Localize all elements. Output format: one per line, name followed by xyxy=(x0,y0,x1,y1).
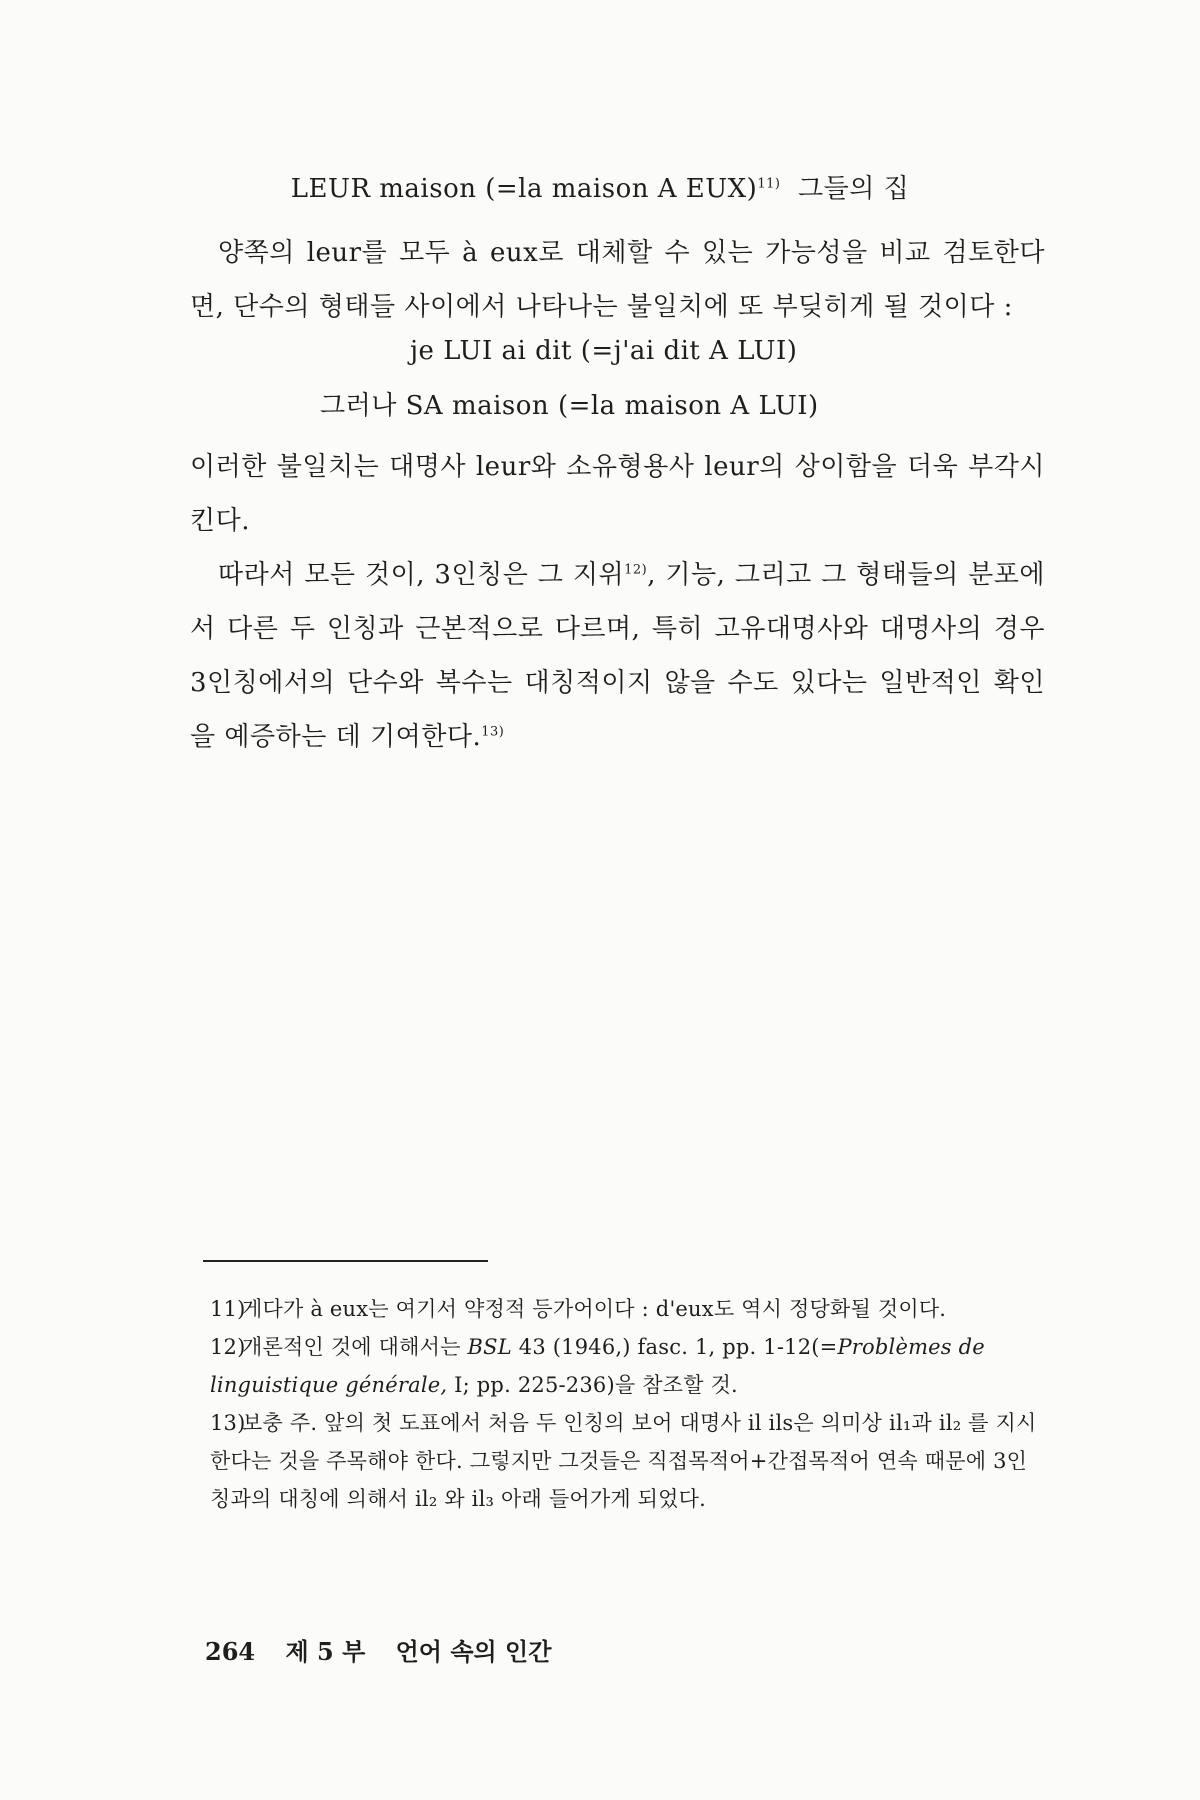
paragraph-conclusion xyxy=(190,548,1045,764)
page-number: 264 xyxy=(205,1637,256,1666)
example-sa-line: 그러나 SA maison (=la maison A LUI) xyxy=(320,391,819,421)
page-footer xyxy=(205,1632,573,1667)
footnote-13-number: 13) xyxy=(210,1411,246,1435)
paragraph-comparison: 양쪽의 leur를 모두 à eux로 대체할 수 있는 가능성을 비교 검토한다면, 단수의 형태들 사이에서 나타나는 불일치에 또 부딪히게 될 것이다 : xyxy=(190,238,1045,322)
footnote-divider xyxy=(203,1260,488,1262)
footnote-13-text: 보충 주. 앞의 첫 도표에서 처음 두 인칭의 보어 대명사 il ils은 의미상 il₁과 il₂ 를 지시한다는 것을 주목해야 한다. 그렇지만 그것들은 직접목적어+간접목적어 연속 때문에 3인칭과의 대칭에 의해서 il₂ 와 il₃ 아래 들어가게 되었다. xyxy=(210,1411,1037,1511)
footnote-12-journal: BSL xyxy=(467,1335,512,1359)
footnote-ref-11: 11) xyxy=(757,176,781,192)
example-lui-line: je LUI ai dit (=j'ai dit A LUI) xyxy=(410,336,798,366)
part-title: 언어 속의 인간 xyxy=(395,1637,552,1666)
footnote-13 xyxy=(210,1404,1045,1518)
footnote-12-number: 12) xyxy=(210,1335,246,1359)
footnote-11-text: 게다가 à eux는 여기서 약정적 등가어이다 : d'eux도 역시 정당화될 것이다. xyxy=(242,1297,947,1321)
footnote-12-pre: 개론적인 것에 대해서는 xyxy=(242,1335,461,1359)
paragraph-conclusion-part2: , 기능, 그리고 그 형태들의 분포에서 다른 두 인칭과 근본적으로 다르며, 특히 고유대명사와 대명사의 경우 3인칭에서의 단수와 복수는 대칭적이지 않을 수도 있다는 일반적인 확인을 예증하는 데 기여한다. xyxy=(190,560,1045,752)
footnote-11-number: 11) xyxy=(210,1297,246,1321)
footnote-12-book: Problèmes de linguistique générale, xyxy=(210,1335,985,1397)
footnote-11 xyxy=(210,1290,1045,1328)
example-leur-maison xyxy=(0,168,1200,205)
footnote-12 xyxy=(210,1328,1045,1404)
paragraph-conclusion-part1: 따라서 모든 것이, 3인칭은 그 지위 xyxy=(218,560,625,590)
example-leur-gloss: 그들의 집 xyxy=(797,174,910,204)
footnote-12-post: I; pp. 225-236)을 참조할 것. xyxy=(454,1373,738,1397)
example-leur-text: LEUR maison (=la maison A EUX) xyxy=(290,174,758,204)
footnote-12-mid: 43 (1946,) fasc. 1, pp. 1-12(= xyxy=(518,1335,838,1359)
footnote-ref-13: 13) xyxy=(481,724,505,740)
footnote-ref-12: 12) xyxy=(624,562,648,578)
part-label: 제 5 부 xyxy=(285,1637,366,1666)
paragraph-inconsistency: 이러한 불일치는 대명사 leur와 소유형용사 leur의 상이함을 더욱 부각시킨다. xyxy=(190,452,1045,536)
